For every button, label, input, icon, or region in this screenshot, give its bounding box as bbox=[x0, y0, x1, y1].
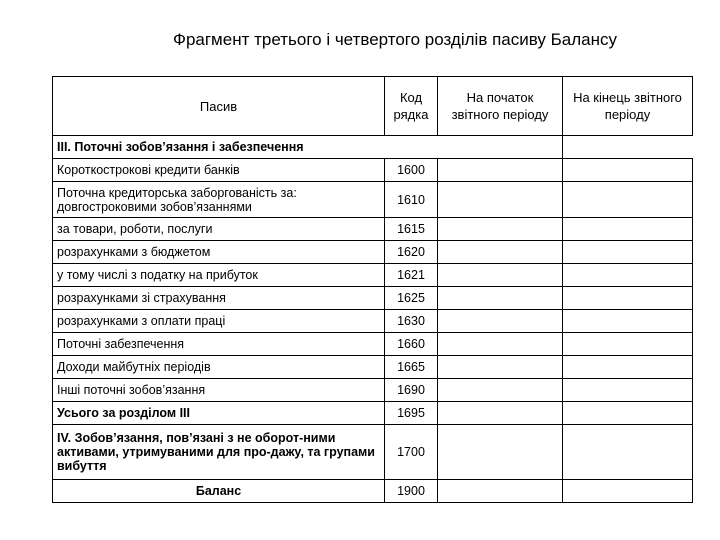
row-label: розрахунками з бюджетом bbox=[53, 241, 385, 264]
table-row bbox=[53, 264, 693, 287]
table-row bbox=[53, 182, 693, 218]
row-code: 1621 bbox=[385, 264, 438, 287]
row-label: у тому числі з податку на прибуток bbox=[53, 264, 385, 287]
row-code: 1620 bbox=[385, 241, 438, 264]
table-row bbox=[53, 425, 693, 480]
row-label: Короткострокові кредити банків bbox=[53, 159, 385, 182]
section-title: ІІІ. Поточні зобов’язання і забезпечення bbox=[53, 136, 438, 159]
row-label: Доходи майбутніх періодів bbox=[53, 356, 385, 379]
row-code: 1610 bbox=[385, 182, 438, 218]
row-label: Поточна кредиторська заборгованість за: довгостроковими зобов’язаннями bbox=[53, 182, 385, 218]
header-code: Код рядка bbox=[385, 77, 438, 136]
table-row bbox=[53, 241, 693, 264]
row-code: 1900 bbox=[385, 480, 438, 503]
header-row bbox=[53, 77, 693, 136]
table-row bbox=[53, 402, 693, 425]
row-label: за товари, роботи, послуги bbox=[53, 218, 385, 241]
row-code: 1625 bbox=[385, 287, 438, 310]
table-row bbox=[53, 379, 693, 402]
row-code: 1695 bbox=[385, 402, 438, 425]
table-row bbox=[53, 333, 693, 356]
row-code: 1665 bbox=[385, 356, 438, 379]
table-row bbox=[53, 218, 693, 241]
row-label: Інші поточні зобов’язання bbox=[53, 379, 385, 402]
table-row bbox=[53, 310, 693, 333]
row-code: 1600 bbox=[385, 159, 438, 182]
row-label: Баланс bbox=[53, 480, 385, 503]
row-code: 1690 bbox=[385, 379, 438, 402]
table-row bbox=[53, 159, 693, 182]
row-code: 1630 bbox=[385, 310, 438, 333]
row-code: 1660 bbox=[385, 333, 438, 356]
row-code: 1700 bbox=[385, 425, 438, 480]
row-label: IV. Зобов’язання, пов’язані з не оборот-ними активами, утримуваними для про-дажу, та групами вибуття bbox=[53, 425, 385, 480]
table-row bbox=[53, 480, 693, 503]
row-label: розрахунками з оплати праці bbox=[53, 310, 385, 333]
row-code: 1615 bbox=[385, 218, 438, 241]
row-label: Усього за розділом ІІІ bbox=[53, 402, 385, 425]
row-label: розрахунками зі страхування bbox=[53, 287, 385, 310]
section-row bbox=[53, 136, 693, 159]
balance-table bbox=[52, 76, 693, 503]
row-label: Поточні забезпечення bbox=[53, 333, 385, 356]
table-row bbox=[53, 356, 693, 379]
header-passive: Пасив bbox=[53, 77, 385, 136]
header-end: На кінець звітного періоду bbox=[563, 77, 693, 136]
header-start: На початок звітного періоду bbox=[438, 77, 563, 136]
table-row bbox=[53, 287, 693, 310]
page-title: Фрагмент третього і четвертого розділів пасиву Балансу bbox=[173, 30, 617, 49]
